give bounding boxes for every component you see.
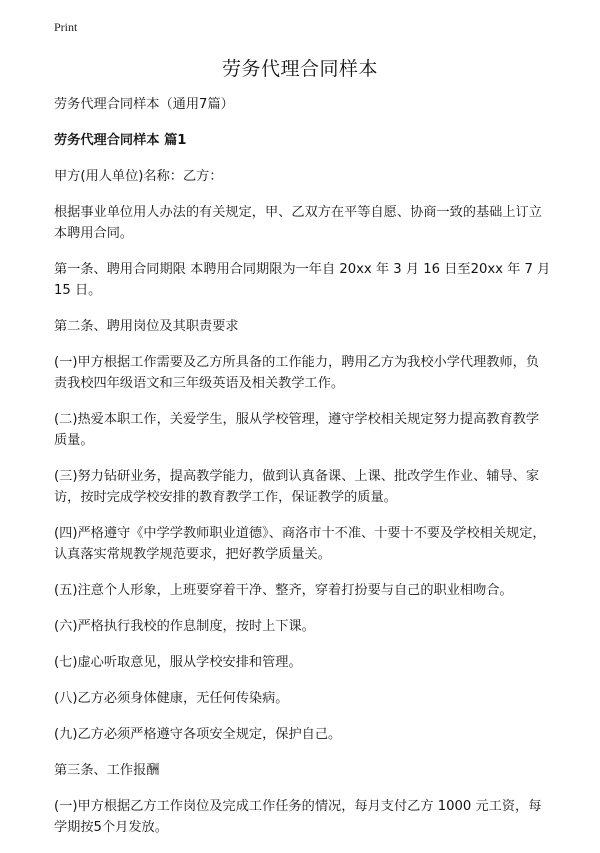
paragraph-item-8: (八)乙方必须身体健康，无任何传染病。: [54, 691, 289, 706]
paragraph-preamble: 根据事业单位用人办法的有关规定，甲、乙双方在平等自愿、协商一致的基础上订立本聘用合同。: [54, 205, 542, 241]
paragraph-item-5: (五)注意个人形象，上班要穿着干净、整齐，穿着打扮要与自己的职业相吻合。: [54, 583, 513, 598]
paragraph-article-2: 第二条、聘用岗位及其职责要求: [54, 319, 239, 334]
document-title: 劳务代理合同样本: [221, 58, 378, 80]
print-label: Print: [54, 20, 78, 34]
paragraph-salary: (一)甲方根据乙方工作岗位及完成工作任务的情况，每月支付乙方 1000 元工资，每学期按5个月发放。: [54, 799, 542, 835]
paragraph-subtitle: 劳务代理合同样本（通用7篇）: [54, 97, 234, 112]
paragraph-item-6: (六)严格执行我校的作息制度，按时上下课。: [54, 619, 315, 634]
paragraph-item-2: (二)热爱本职工作，关爱学生，服从学校管理，遵守学校相关规定努力提高教育教学质量。: [54, 412, 540, 448]
paragraph-item-3: (三)努力钻研业务，提高教学能力，做到认真备课、上课、批改学生作业、辅导、家访，按时完成学校安排的教育教学工作，保证教学的质量。: [54, 469, 540, 505]
paragraph-item-7: (七)虚心听取意见，服从学校安排和管理。: [54, 655, 302, 670]
section-heading: 劳务代理合同样本 篇1: [54, 133, 187, 148]
paragraph-item-9: (九)乙方必须严格遵守各项安全规定，保护自己。: [54, 727, 342, 742]
paragraph-article-1: 第一条、聘用合同期限 本聘用合同期限为一年自 20xx 年 3 月 16 日至20xx 年 7 月 15 日。: [54, 262, 551, 298]
document-body: [54, 94, 551, 853]
paragraph-parties: 甲方(用人单位)名称：乙方：: [54, 169, 223, 184]
paragraph-article-3: 第三条、工作报酬: [54, 763, 160, 778]
paragraph-item-4: (四)严格遵守《中学学教师职业道德》、商洛市十不准、十要十不要及学校相关规定，认真落实常规教学规范要求，把好教学质量关。: [54, 526, 546, 562]
paragraph-item-1: (一)甲方根据工作需要及乙方所具备的工作能力，聘用乙方为我校小学代理教师，负责我校四年级语文和三年级英语及相关教学工作。: [54, 355, 540, 391]
